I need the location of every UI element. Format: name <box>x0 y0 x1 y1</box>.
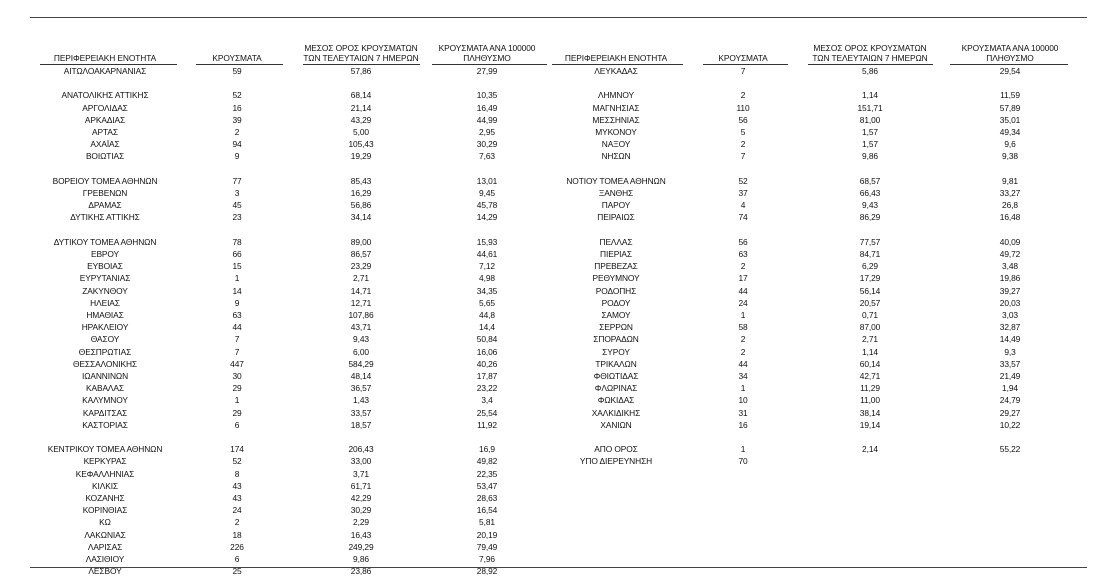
left-cell-avg7: 85,43 <box>350 175 372 186</box>
right-cell-avg7: 77,57 <box>859 236 881 247</box>
left-cell-per100k: 7,12 <box>479 261 495 272</box>
left-cell-per100k: 2,95 <box>479 127 495 137</box>
left-cell-avg7: 206,43 <box>348 444 374 455</box>
right-cell-name: ΞΑΝΘΗΣ <box>598 188 634 198</box>
right-cell-avg7: 87,00 <box>859 322 881 333</box>
left-cell-per100k: 44,8 <box>479 310 495 320</box>
left-cell-name: ΘΑΣΟΥ <box>90 334 120 345</box>
left-cell-per100k: 17,87 <box>476 371 498 381</box>
left-cell-avg7: 249,29 <box>348 541 374 552</box>
left-cell-avg7: 30,29 <box>350 505 372 516</box>
right-cell-cases: 63 <box>738 249 748 259</box>
left-cell-cases: 43 <box>232 480 242 491</box>
left-cell-cases: 25 <box>232 566 242 577</box>
left-cell-avg7: 57,86 <box>350 66 372 76</box>
left-header-rule-avg7 <box>303 64 420 65</box>
right-cell-name: ΠΕΙΡΑΙΩΣ <box>597 212 635 223</box>
right-cell-avg7: 1,57 <box>862 139 878 150</box>
right-cell-cases: 1 <box>740 444 746 455</box>
right-cell-per100k: 10,22 <box>999 419 1021 430</box>
right-cell-cases: 2 <box>740 334 746 345</box>
left-cell-per100k: 44,99 <box>476 114 498 125</box>
right-cell-name: ΧΑΝΙΩΝ <box>600 419 632 430</box>
left-header-avg7-line1: ΜΕΣΟΣ ΟΡΟΣ ΚΡΟΥΣΜΑΤΩΝ <box>304 43 418 53</box>
right-header-cases: ΚΡΟΥΣΜΑΤΑ <box>718 53 768 63</box>
right-cell-cases: 1 <box>740 310 746 320</box>
right-cell-avg7: 5,86 <box>862 66 878 76</box>
left-cell-per100k: 16,49 <box>476 102 498 113</box>
left-cell-avg7: 2,29 <box>353 517 369 528</box>
right-cell-per100k: 26,8 <box>1002 200 1018 211</box>
right-cell-cases: 70 <box>738 456 748 467</box>
left-cell-avg7: 34,14 <box>350 212 372 223</box>
right-cell-per100k: 14,49 <box>999 334 1021 345</box>
right-cell-avg7: 151,71 <box>857 102 883 113</box>
right-cell-name: ΝΑΞΟΥ <box>601 139 631 150</box>
left-header-avg7-line2: ΤΩΝ ΤΕΛΕΥΤΑΙΩΝ 7 ΗΜΕΡΩΝ <box>303 53 419 63</box>
left-cell-cases: 77 <box>232 175 242 186</box>
left-header-per100k-line2: ΠΛΗΘΥΣΜΟ <box>463 53 511 63</box>
right-cell-cases: 44 <box>738 358 748 369</box>
right-cell-avg7: 56,14 <box>859 285 881 296</box>
left-cell-cases: 24 <box>232 505 242 516</box>
left-cell-cases: 39 <box>232 114 242 125</box>
right-cell-name: ΥΠΟ ΔΙΕΡΕΥΝΗΣΗ <box>579 456 653 467</box>
left-cell-name: ΚΟΡΙΝΘΙΑΣ <box>82 505 128 516</box>
right-cell-name: ΠΕΛΛΑΣ <box>599 236 633 247</box>
left-cell-name: ΑΡΤΑΣ <box>92 127 118 137</box>
left-cell-name: ΛΕΣΒΟΥ <box>88 566 122 577</box>
left-cell-cases: 18 <box>232 529 242 540</box>
right-cell-avg7: 20,57 <box>859 297 881 308</box>
right-cell-cases: 110 <box>736 102 750 113</box>
left-cell-cases: 447 <box>230 358 244 369</box>
left-cell-per100k: 30,29 <box>476 139 498 150</box>
left-cell-cases: 52 <box>232 456 242 467</box>
left-cell-per100k: 79,49 <box>476 541 498 552</box>
right-cell-cases: 56 <box>738 236 748 247</box>
right-cell-name: ΧΑΛΚΙΔΙΚΗΣ <box>591 407 641 418</box>
left-cell-cases: 1 <box>234 395 240 406</box>
left-cell-name: ΚΕΡΚΥΡΑΣ <box>83 456 127 467</box>
left-cell-cases: 43 <box>232 493 242 503</box>
right-cell-name: ΦΘΙΩΤΙΔΑΣ <box>593 371 639 381</box>
left-cell-per100k: 45,78 <box>476 200 498 211</box>
right-cell-avg7: 9,86 <box>862 151 878 162</box>
right-cell-cases: 2 <box>740 346 746 357</box>
left-cell-avg7: 23,86 <box>350 566 372 577</box>
right-cell-per100k: 24,79 <box>999 395 1021 406</box>
right-cell-per100k: 29,54 <box>999 66 1021 76</box>
right-cell-cases: 7 <box>740 66 746 76</box>
left-cell-per100k: 49,82 <box>476 456 498 467</box>
right-cell-per100k: 49,34 <box>999 127 1021 137</box>
right-cell-name: ΠΡΕΒΕΖΑΣ <box>594 261 638 272</box>
left-cell-cases: 8 <box>234 468 240 479</box>
left-cell-avg7: 107,86 <box>348 310 374 320</box>
left-cell-cases: 23 <box>232 212 242 223</box>
right-cell-per100k: 35,01 <box>999 114 1021 125</box>
left-cell-avg7: 89,00 <box>350 236 372 247</box>
right-cell-avg7: 9,43 <box>862 200 878 211</box>
right-cell-cases: 37 <box>738 188 748 198</box>
left-cell-cases: 9 <box>234 297 240 308</box>
right-cell-avg7: 1,14 <box>862 90 878 101</box>
right-cell-avg7: 66,43 <box>859 188 881 198</box>
right-cell-per100k: 21,49 <box>999 371 1021 381</box>
left-cell-avg7: 48,14 <box>350 371 372 381</box>
right-cell-name: ΡΟΔΟΥ <box>601 297 631 308</box>
left-cell-name: ΖΑΚΥΝΘΟΥ <box>82 285 128 296</box>
right-cell-name: ΦΛΩΡΙΝΑΣ <box>594 383 638 394</box>
right-cell-name: ΣΑΜΟΥ <box>601 310 631 320</box>
left-cell-avg7: 23,29 <box>350 261 372 272</box>
left-cell-per100k: 28,63 <box>476 493 498 503</box>
left-cell-avg7: 6,00 <box>353 346 369 357</box>
left-cell-cases: 45 <box>232 200 242 211</box>
left-cell-per100k: 14,4 <box>479 322 495 333</box>
left-cell-avg7: 12,71 <box>350 297 372 308</box>
right-cell-cases: 2 <box>740 261 746 272</box>
left-cell-avg7: 56,86 <box>350 200 372 211</box>
right-cell-avg7: 84,71 <box>859 249 881 259</box>
left-cell-cases: 1 <box>234 273 240 284</box>
left-cell-name: ΑΙΤΩΛΟΑΚΑΡΝΑΝΙΑΣ <box>63 66 147 76</box>
left-cell-name: ΛΑΚΩΝΙΑΣ <box>84 529 126 540</box>
left-cell-name: ΚΑΒΑΛΑΣ <box>85 383 125 394</box>
right-cell-name: ΦΩΚΙΔΑΣ <box>597 395 635 406</box>
right-cell-name: ΝΗΣΩΝ <box>601 151 631 162</box>
left-cell-avg7: 68,14 <box>350 90 372 101</box>
right-cell-per100k: 33,57 <box>999 358 1021 369</box>
right-cell-per100k: 20,03 <box>999 297 1021 308</box>
left-cell-avg7: 5,00 <box>353 127 369 137</box>
right-cell-name: ΠΙΕΡΙΑΣ <box>600 249 632 259</box>
left-cell-cases: 15 <box>232 261 242 272</box>
left-cell-name: ΚΑΣΤΟΡΙΑΣ <box>82 419 128 430</box>
left-header-region: ΠΕΡΙΦΕΡΕΙΑΚΗ ΕΝΟΤΗΤΑ <box>53 53 157 63</box>
left-cell-per100k: 14,29 <box>476 212 498 223</box>
left-header-per100k-line1: ΚΡΟΥΣΜΑΤΑ ΑΝΑ 100000 <box>438 43 536 53</box>
left-cell-avg7: 9,86 <box>353 554 369 564</box>
left-cell-cases: 2 <box>234 517 240 528</box>
left-cell-avg7: 21,14 <box>350 102 372 113</box>
left-cell-avg7: 584,29 <box>348 358 374 369</box>
left-cell-avg7: 42,29 <box>350 493 372 503</box>
left-cell-name: ΓΡΕΒΕΝΩΝ <box>82 188 128 198</box>
right-cell-cases: 24 <box>738 297 748 308</box>
right-cell-avg7: 6,29 <box>862 261 878 272</box>
left-cell-per100k: 5,65 <box>479 297 495 308</box>
left-cell-name: ΔΡΑΜΑΣ <box>88 200 122 211</box>
left-cell-name: ΚΙΛΚΙΣ <box>92 480 118 491</box>
right-cell-per100k: 3,03 <box>1002 310 1018 320</box>
right-cell-name: ΝΟΤΙΟΥ ΤΟΜΕΑ ΑΘΗΝΩΝ <box>566 175 666 186</box>
left-cell-name: ΔΥΤΙΚΗΣ ΑΤΤΙΚΗΣ <box>70 212 140 223</box>
right-header-avg7-line2: ΤΩΝ ΤΕΛΕΥΤΑΙΩΝ 7 ΗΜΕΡΩΝ <box>812 53 928 63</box>
left-cell-per100k: 16,9 <box>479 444 495 455</box>
left-cell-name: ΚΑΡΔΙΤΣΑΣ <box>82 407 128 418</box>
left-cell-per100k: 11,92 <box>477 419 497 430</box>
left-cell-name: ΑΡΓΟΛΙΔΑΣ <box>82 102 128 113</box>
right-cell-avg7: 2,14 <box>862 444 878 455</box>
left-header-rule-per100k <box>432 64 547 65</box>
left-cell-name: ΕΥΒΟΙΑΣ <box>87 261 123 272</box>
right-cell-name: ΜΑΓΝΗΣΙΑΣ <box>592 102 640 113</box>
left-cell-avg7: 2,71 <box>353 273 369 284</box>
right-cell-cases: 74 <box>738 212 748 223</box>
right-cell-cases: 5 <box>740 127 746 137</box>
top-rule <box>30 17 1087 18</box>
left-cell-avg7: 43,71 <box>350 322 372 333</box>
left-cell-avg7: 16,43 <box>350 529 372 540</box>
left-cell-name: ΚΟΖΑΝΗΣ <box>85 493 125 503</box>
left-cell-per100k: 7,63 <box>479 151 495 162</box>
left-cell-per100k: 7,96 <box>479 554 495 564</box>
left-cell-per100k: 16,06 <box>476 346 498 357</box>
left-cell-name: ΑΧΑΪΑΣ <box>90 139 120 150</box>
right-cell-per100k: 11,59 <box>1000 90 1020 101</box>
left-cell-per100k: 44,61 <box>476 249 498 259</box>
left-cell-name: ΛΑΣΙΘΙΟΥ <box>85 554 125 564</box>
right-cell-name: ΜΥΚΟΝΟΥ <box>595 127 637 137</box>
right-cell-cases: 2 <box>740 90 746 101</box>
left-cell-cases: 63 <box>232 310 242 320</box>
right-cell-per100k: 57,89 <box>999 102 1021 113</box>
right-cell-cases: 2 <box>740 139 746 150</box>
left-cell-per100k: 15,93 <box>476 236 498 247</box>
right-cell-name: ΣΥΡΟΥ <box>602 346 630 357</box>
left-cell-cases: 16 <box>232 102 242 113</box>
left-cell-name: ΕΒΡΟΥ <box>90 249 120 259</box>
left-cell-name: ΚΩ <box>99 517 111 528</box>
right-cell-per100k: 39,27 <box>999 285 1021 296</box>
left-cell-cases: 30 <box>232 371 242 381</box>
left-cell-name: ΔΥΤΙΚΟΥ ΤΟΜΕΑ ΑΘΗΝΩΝ <box>53 236 157 247</box>
left-cell-cases: 52 <box>232 90 242 101</box>
left-cell-per100k: 23,22 <box>476 383 498 394</box>
left-cell-avg7: 14,71 <box>350 285 372 296</box>
right-cell-avg7: 1,57 <box>862 127 878 137</box>
right-cell-cases: 16 <box>738 419 748 430</box>
right-cell-per100k: 9,81 <box>1002 175 1018 186</box>
left-cell-avg7: 3,71 <box>353 468 369 479</box>
right-cell-avg7: 11,00 <box>860 395 880 406</box>
left-cell-name: ΒΟΡΕΙΟΥ ΤΟΜΕΑ ΑΘΗΝΩΝ <box>52 175 158 186</box>
right-header-rule-region <box>552 64 683 65</box>
right-cell-name: ΛΗΜΝΟΥ <box>598 90 634 101</box>
left-cell-avg7: 33,00 <box>350 456 372 467</box>
right-cell-cases: 10 <box>738 395 748 406</box>
right-cell-name: ΡΕΘΥΜΝΟΥ <box>592 273 640 284</box>
left-cell-avg7: 19,29 <box>350 151 372 162</box>
right-cell-cases: 44 <box>738 285 748 296</box>
left-cell-avg7: 86,57 <box>350 249 372 259</box>
right-cell-avg7: 19,14 <box>859 419 881 430</box>
left-cell-cases: 94 <box>232 139 242 150</box>
left-cell-cases: 2 <box>234 127 240 137</box>
left-cell-avg7: 16,29 <box>350 188 372 198</box>
right-cell-per100k: 9,6 <box>1004 139 1016 150</box>
right-cell-per100k: 3,48 <box>1002 261 1018 272</box>
right-cell-name: ΠΑΡΟΥ <box>601 200 631 211</box>
right-header-per100k-line1: ΚΡΟΥΣΜΑΤΑ ΑΝΑ 100000 <box>961 43 1059 53</box>
right-cell-avg7: 11,29 <box>860 383 880 394</box>
right-cell-cases: 56 <box>738 114 748 125</box>
left-header-rule-cases <box>196 64 283 65</box>
left-cell-per100k: 5,81 <box>479 517 495 528</box>
bottom-rule <box>30 567 1087 568</box>
left-cell-cases: 78 <box>232 236 242 247</box>
right-cell-avg7: 0,71 <box>862 310 878 320</box>
left-cell-cases: 9 <box>234 151 240 162</box>
left-header-cases: ΚΡΟΥΣΜΑΤΑ <box>212 53 262 63</box>
right-header-rule-per100k <box>950 64 1068 65</box>
right-cell-avg7: 17,29 <box>859 273 881 284</box>
left-cell-name: ΙΩΑΝΝΙΝΩΝ <box>81 371 129 381</box>
left-cell-cases: 66 <box>232 249 242 259</box>
right-cell-avg7: 60,14 <box>859 358 881 369</box>
left-cell-avg7: 33,57 <box>350 407 372 418</box>
left-cell-per100k: 22,35 <box>476 468 498 479</box>
left-cell-per100k: 34,35 <box>476 285 498 296</box>
left-cell-per100k: 9,45 <box>479 188 495 198</box>
left-cell-cases: 29 <box>232 383 242 394</box>
right-cell-per100k: 49,72 <box>999 249 1021 259</box>
right-cell-avg7: 2,71 <box>862 334 878 345</box>
left-cell-name: ΚΑΛΥΜΝΟΥ <box>82 395 128 406</box>
left-cell-cases: 14 <box>232 285 242 296</box>
left-cell-avg7: 105,43 <box>348 139 374 150</box>
right-cell-avg7: 42,71 <box>859 371 881 381</box>
left-cell-per100k: 13,01 <box>476 175 498 186</box>
left-cell-per100k: 40,26 <box>476 358 498 369</box>
left-cell-name: ΑΡΚΑΔΙΑΣ <box>84 114 126 125</box>
right-cell-cases: 31 <box>738 407 748 418</box>
right-cell-per100k: 19,86 <box>999 273 1021 284</box>
right-cell-cases: 17 <box>738 273 748 284</box>
right-cell-cases: 52 <box>738 175 748 186</box>
right-cell-cases: 1 <box>740 383 746 394</box>
left-cell-avg7: 1,43 <box>353 395 369 406</box>
right-cell-per100k: 1,94 <box>1002 383 1018 394</box>
right-cell-per100k: 40,09 <box>999 236 1021 247</box>
left-cell-per100k: 50,84 <box>476 334 498 345</box>
left-cell-avg7: 36,57 <box>350 383 372 394</box>
right-cell-cases: 58 <box>738 322 748 333</box>
right-cell-cases: 34 <box>738 371 748 381</box>
left-cell-name: ΛΑΡΙΣΑΣ <box>87 541 123 552</box>
left-cell-cases: 44 <box>232 322 242 333</box>
right-cell-cases: 4 <box>740 200 746 211</box>
left-cell-per100k: 27,99 <box>476 66 498 76</box>
left-cell-name: ΚΕΦΑΛΛΗΝΙΑΣ <box>75 468 135 479</box>
left-cell-avg7: 61,71 <box>350 480 372 491</box>
right-header-rule-avg7 <box>808 64 933 65</box>
right-cell-name: ΤΡΙΚΑΛΩΝ <box>595 358 637 369</box>
left-cell-avg7: 43,29 <box>350 114 372 125</box>
left-cell-name: ΑΝΑΤΟΛΙΚΗΣ ΑΤΤΙΚΗΣ <box>61 90 149 101</box>
left-cell-cases: 226 <box>230 541 244 552</box>
right-cell-avg7: 86,29 <box>859 212 881 223</box>
right-header-avg7-line1: ΜΕΣΟΣ ΟΡΟΣ ΚΡΟΥΣΜΑΤΩΝ <box>813 43 927 53</box>
left-cell-per100k: 28,92 <box>476 566 498 577</box>
right-cell-per100k: 33,27 <box>999 188 1021 198</box>
left-cell-name: ΒΟΙΩΤΙΑΣ <box>85 151 125 162</box>
right-cell-name: ΛΕΥΚΑΔΑΣ <box>594 66 638 76</box>
right-cell-avg7: 68,57 <box>859 175 881 186</box>
right-cell-name: ΣΕΡΡΩΝ <box>599 322 633 333</box>
right-cell-per100k: 16,48 <box>999 212 1021 223</box>
left-cell-per100k: 10,35 <box>476 90 498 101</box>
right-header-region: ΠΕΡΙΦΕΡΕΙΑΚΗ ΕΝΟΤΗΤΑ <box>564 53 668 63</box>
left-cell-per100k: 53,47 <box>476 480 498 491</box>
right-header-rule-cases <box>703 64 788 65</box>
left-cell-cases: 6 <box>234 554 240 564</box>
right-cell-per100k: 9,3 <box>1004 346 1016 357</box>
left-cell-cases: 7 <box>234 334 240 345</box>
right-cell-per100k: 55,22 <box>999 444 1021 455</box>
right-cell-avg7: 38,14 <box>859 407 881 418</box>
right-cell-name: ΜΕΣΣΗΝΙΑΣ <box>592 114 640 125</box>
right-cell-per100k: 9,38 <box>1002 151 1018 162</box>
right-cell-per100k: 32,87 <box>999 322 1021 333</box>
left-cell-cases: 6 <box>234 419 240 430</box>
right-cell-avg7: 1,14 <box>862 346 878 357</box>
right-cell-name: ΣΠΟΡΑΔΩΝ <box>593 334 639 345</box>
left-cell-per100k: 4,98 <box>479 273 495 284</box>
left-cell-cases: 29 <box>232 407 242 418</box>
left-cell-avg7: 18,57 <box>350 419 372 430</box>
left-cell-per100k: 20,19 <box>476 529 498 540</box>
left-cell-avg7: 9,43 <box>353 334 369 345</box>
right-cell-name: ΡΟΔΟΠΗΣ <box>595 285 637 296</box>
right-cell-name: ΑΠΟ ΟΡΟΣ <box>594 444 638 455</box>
left-cell-name: ΕΥΡΥΤΑΝΙΑΣ <box>79 273 131 284</box>
left-cell-per100k: 3,4 <box>481 395 493 406</box>
left-cell-cases: 3 <box>234 188 240 198</box>
right-cell-per100k: 29,27 <box>999 407 1021 418</box>
left-header-rule-region <box>40 64 177 65</box>
right-cell-cases: 7 <box>740 151 746 162</box>
left-cell-per100k: 25,54 <box>476 407 498 418</box>
left-cell-cases: 7 <box>234 346 240 357</box>
left-cell-name: ΗΡΑΚΛΕΙΟΥ <box>81 322 129 333</box>
left-cell-cases: 174 <box>230 444 244 455</box>
left-cell-name: ΘΕΣΣΑΛΟΝΙΚΗΣ <box>73 358 137 369</box>
left-cell-name: ΗΜΑΘΙΑΣ <box>86 310 124 320</box>
right-cell-avg7: 81,00 <box>859 114 881 125</box>
right-header-per100k-line2: ΠΛΗΘΥΣΜΟ <box>986 53 1034 63</box>
left-cell-per100k: 16,54 <box>476 505 498 516</box>
left-cell-name: ΘΕΣΠΡΩΤΙΑΣ <box>78 346 132 357</box>
left-cell-name: ΗΛΕΙΑΣ <box>90 297 120 308</box>
left-cell-name: ΚΕΝΤΡΙΚΟΥ ΤΟΜΕΑ ΑΘΗΝΩΝ <box>47 444 163 455</box>
left-cell-cases: 59 <box>232 66 242 76</box>
